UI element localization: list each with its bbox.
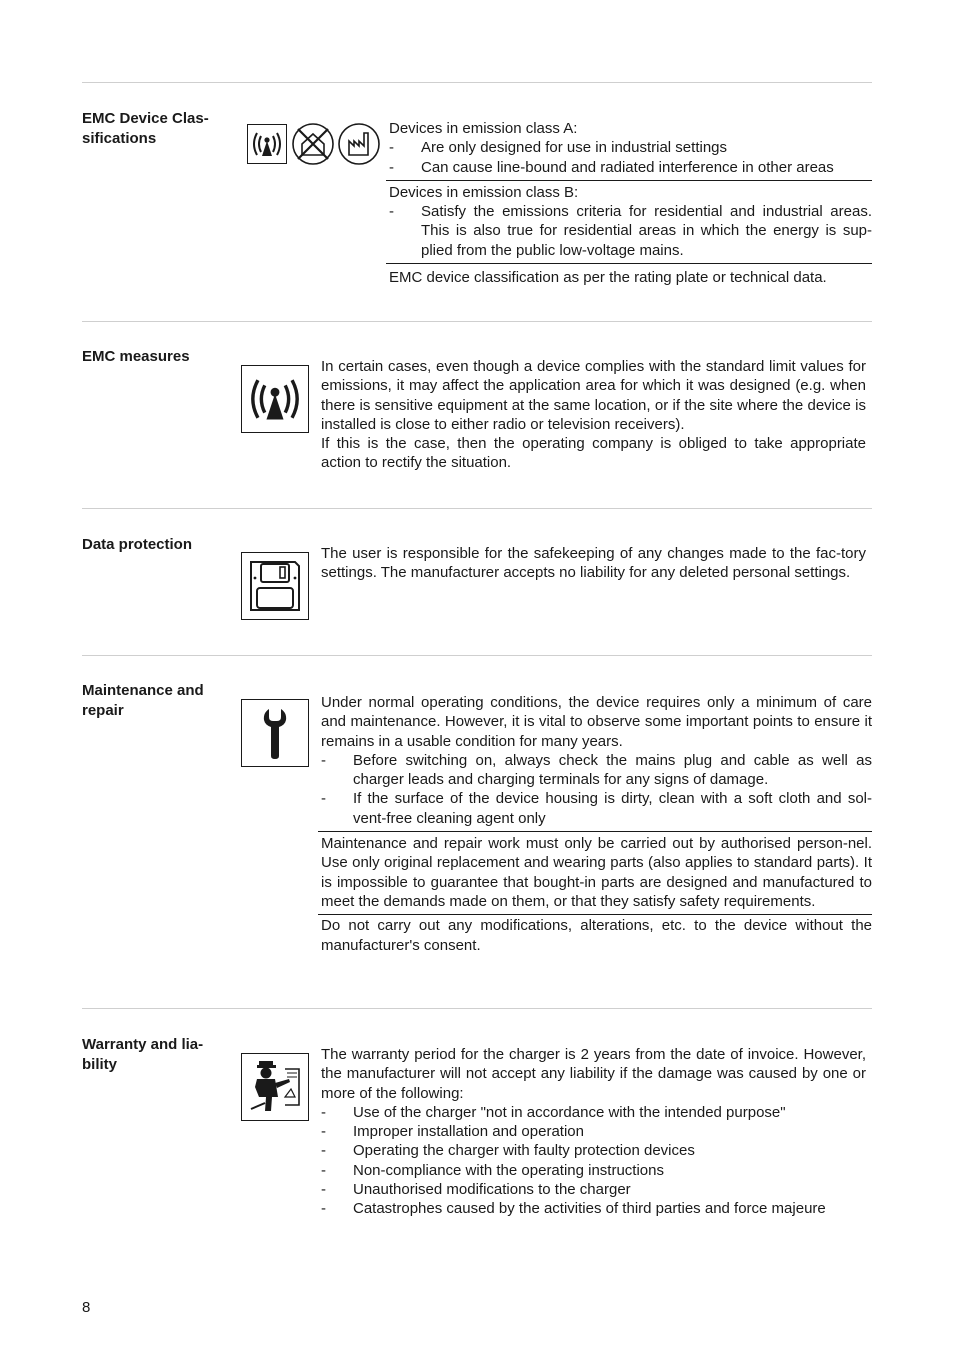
- factory-icon: [337, 122, 381, 166]
- radiation-antenna-icon: [247, 124, 287, 164]
- floppy-disk-icon: [241, 552, 309, 620]
- maintenance-intro: Under normal operating conditions, the device requires only a minimum of care and maintenance. However, it is vital to observe some important points to ensure it remains in a usable condition for many years.: [321, 694, 872, 750]
- warranty-text: [321, 1045, 866, 1219]
- section-heading-data-protection: Data protection: [82, 536, 193, 553]
- warranty-intro: The warranty period for the charger is 2 years from the date of invoice. However, the manufacturer will not accept any liability if the damage was caused by one or more of the following:: [321, 1046, 866, 1102]
- emc-classification-note: EMC device classification as per the rating plate or technical data.: [386, 263, 872, 290]
- list-item: - Can cause line-bound and radiated interference in other areas: [389, 158, 834, 176]
- list-item: - Operating the charger with faulty protection devices: [321, 1142, 695, 1160]
- section-divider: [82, 1008, 872, 1009]
- technician-icon: [241, 1053, 309, 1121]
- section-divider: [82, 508, 872, 509]
- maintenance-text: [318, 691, 872, 958]
- maintenance-modification-note: Do not carry out any modifications, alterations, etc. to the device without the manufacturer's consent.: [318, 914, 872, 958]
- maintenance-parts-note: Maintenance and repair work must only be carried out by authorised person-nel. Use only original replacement and wearing parts (also applies to standard parts). It is impossible to guarantee that bought-in parts are designed and manufactured to meet the demands made on them, or that they satisfy safety requirements.: [318, 831, 872, 914]
- section-heading-warranty: Warranty and lia-bility: [82, 1036, 204, 1073]
- emc-measures-text: [321, 357, 866, 473]
- crossed-house-icon: [291, 122, 335, 166]
- section-divider: [82, 655, 872, 656]
- list-item: - Are only designed for use in industrial settings: [389, 139, 728, 157]
- data-protection-text: The user is responsible for the safekeeping of any changes made to the fac-tory settings. The manufacturer accepts no liability for any deleted personal settings.: [321, 545, 866, 582]
- section-divider: [82, 321, 872, 322]
- list-item: - Catastrophes caused by the activities of third parties and force majeure: [321, 1200, 826, 1218]
- wrench-icon: [241, 699, 309, 767]
- list-item: - Satisfy the emissions criteria for residential and industrial areas. This is also true for residential areas in which the energy is sup-plied from the public low-voltage mains.: [389, 203, 872, 259]
- emc-measures-paragraph: If this is the case, then the operating company is obliged to take appropriate action to rectify the situation.: [321, 435, 866, 472]
- emission-class-a-intro: Devices in emission class A:: [389, 120, 578, 137]
- top-rule: [82, 82, 872, 83]
- emission-class-a-block: [386, 117, 872, 180]
- radiation-antenna-icon: [241, 365, 309, 433]
- list-item: - Before switching on, always check the mains plug and cable as well as charger leads and charging terminals for any signs of damage.: [321, 751, 872, 789]
- list-item: - If the surface of the device housing is dirty, clean with a soft cloth and sol-vent-free cleaning agent only: [321, 790, 872, 827]
- emission-class-b-block: [386, 180, 872, 263]
- page-number: 8: [82, 1299, 91, 1316]
- section-heading-emc-class: EMC Device Clas-sifications: [82, 110, 209, 147]
- list-item: - Unauthorised modifications to the charger: [321, 1181, 631, 1199]
- emc-class-text: [386, 117, 872, 290]
- list-item: - Non-compliance with the operating instructions: [321, 1161, 664, 1179]
- list-item: - Improper installation and operation: [321, 1123, 584, 1141]
- emc-measures-paragraph: In certain cases, even though a device complies with the standard limit values for emissions, it may affect the application area for which it was designed (e.g. when there is sensitive equipment at the same location, or if the site where the device is installed is close to either radio or television receivers).: [321, 358, 866, 433]
- section-heading-maintenance: Maintenance and repair: [82, 682, 204, 719]
- section-heading-emc-measures: EMC measures: [82, 348, 190, 365]
- maintenance-care-block: [318, 691, 872, 831]
- list-item: - Use of the charger "not in accordance with the intended purpose": [321, 1103, 786, 1121]
- emission-class-b-intro: Devices in emission class B:: [389, 183, 579, 201]
